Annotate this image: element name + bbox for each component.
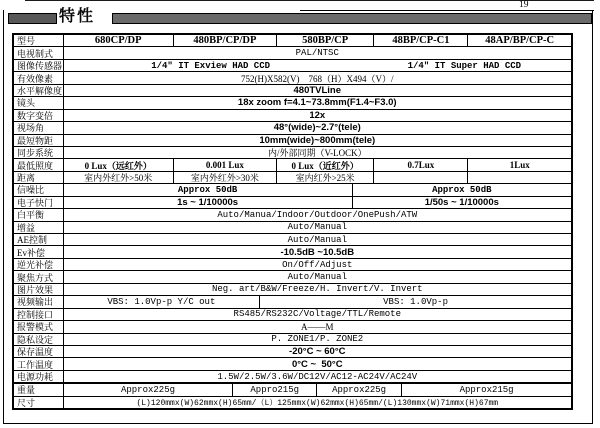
spec-cell: 室内外红外>30米 xyxy=(174,172,277,183)
spec-cell: Approx215g xyxy=(459,384,514,395)
spec-cell: RS485/RS232C/Voltage/TTL/Remote xyxy=(233,309,401,320)
spec-cell: 1Lux xyxy=(509,160,530,171)
spec-cell: 480BP/CP/DP xyxy=(174,35,277,46)
spec-cell: 1/4" IT Super HAD CCD xyxy=(407,60,522,71)
spec-cell: PAL/NTSC xyxy=(295,48,339,59)
spec-cell: 1/4" IT Exview HAD CCD xyxy=(151,60,271,71)
spec-row-label: 距离 xyxy=(14,172,64,183)
spec-cell xyxy=(374,172,468,183)
spec-cell: A——M xyxy=(301,321,334,332)
spec-row-label: 型号 xyxy=(14,35,64,46)
spec-cell: 0.001 Lux xyxy=(174,159,277,170)
spec-cell: Auto/Manual xyxy=(287,222,347,233)
spec-cell: Appro215g xyxy=(233,384,317,395)
spec-cell: Approx225g xyxy=(64,384,234,395)
spec-row-label: 图像传感器 xyxy=(14,60,64,71)
spec-cell: 680CP/DP xyxy=(64,35,174,46)
spec-cell: 580BP/CP xyxy=(277,35,374,46)
spec-cell: 18x zoom f=4.1~73.8mm(F1.4~F3.0) xyxy=(237,97,397,109)
spec-row-label: 白平衡 xyxy=(14,209,64,220)
spec-cell: 480TVLine xyxy=(293,84,342,96)
spec-cell: 0 Lux（近红外） xyxy=(277,159,374,170)
spec-row xyxy=(14,259,571,271)
spec-row xyxy=(14,309,571,321)
title-bar-left xyxy=(8,13,57,24)
spec-row-label: 电视制式 xyxy=(14,47,64,58)
spec-row xyxy=(14,296,571,308)
spec-row xyxy=(14,135,571,147)
spec-row xyxy=(14,97,571,109)
spec-row-label: 数字变倍 xyxy=(14,110,64,121)
spec-cell: 1s ~ 1/10000s xyxy=(64,197,353,208)
spec-row-label: 最低照度 xyxy=(14,159,64,170)
spec-row-label: 图片效果 xyxy=(14,284,64,295)
spec-row xyxy=(14,358,571,370)
spec-cell: Approx 50dB xyxy=(432,184,492,195)
spec-row xyxy=(14,246,571,258)
spec-cell: 0 Lux（远红外） xyxy=(64,159,174,170)
spec-row-label: 信噪比 xyxy=(14,184,64,195)
spec-row-label: 逆光补偿 xyxy=(14,259,64,270)
spec-row-label: 保存温度 xyxy=(14,346,64,357)
spec-cell: Auto/Manual xyxy=(287,234,347,245)
spec-cell: 0.7Lux xyxy=(374,159,468,170)
spec-row-label: Ev补偿 xyxy=(14,246,64,257)
spec-cell: VBS: 1.0Vp-p Y/C out xyxy=(64,296,261,307)
spec-cell: 内/外部同期（V-LOCK） xyxy=(267,148,367,159)
spec-row-label: 控制接口 xyxy=(14,309,64,320)
spec-row xyxy=(14,72,571,84)
spec-row-label: 水平解像度 xyxy=(14,85,64,96)
page-number: 19 xyxy=(519,0,529,10)
spec-table xyxy=(12,33,573,410)
spec-cell: 48°(wide)~2.7°(tele) xyxy=(273,122,361,134)
spec-row-label: 视频输出 xyxy=(14,296,64,307)
spec-row xyxy=(14,321,571,333)
spec-row xyxy=(14,383,571,396)
spec-cell: 752(H)X582(V) 768（H）X494（V）/ xyxy=(241,73,394,84)
spec-row-label: 增益 xyxy=(14,222,64,233)
spec-row-label: 电子快门 xyxy=(14,197,64,208)
spec-row-label: 工作温度 xyxy=(14,358,64,369)
spec-cell: -20°C ~ 60°C xyxy=(289,346,346,358)
spec-row-label: 有效像素 xyxy=(14,72,64,83)
spec-cell: 48AP/BP/CP-C xyxy=(485,35,555,47)
spec-cell: On/Off/Adjust xyxy=(282,259,353,270)
spec-row-label: 电源功耗 xyxy=(14,371,64,382)
page-top-rule xyxy=(25,0,594,1)
spec-row xyxy=(14,60,571,72)
spec-cell: VBS: 1.0Vp-p xyxy=(383,296,448,307)
spec-row xyxy=(14,371,571,383)
spec-row-label: 最短物距 xyxy=(14,135,64,146)
spec-row xyxy=(14,334,571,346)
spec-cell: 室内红外>25米 xyxy=(277,172,374,183)
spec-row-label: 同步系统 xyxy=(14,147,64,158)
spec-row xyxy=(14,47,571,59)
spec-row xyxy=(14,271,571,283)
spec-row-label: 重量 xyxy=(14,384,64,395)
spec-row xyxy=(14,397,571,408)
spec-cell: Auto/Manua/Indoor/Outdoor/OnePush/ATW xyxy=(217,209,418,220)
spec-cell: 0°C ~ 50°C xyxy=(291,358,343,370)
spec-cell: P. ZONE1/P. ZONE2 xyxy=(271,334,364,345)
spec-cell: Approx225g xyxy=(317,384,402,395)
spec-row-label: 报警模式 xyxy=(14,321,64,332)
spec-row xyxy=(14,346,571,358)
spec-cell: Approx 50dB xyxy=(64,184,353,195)
spec-row xyxy=(14,122,571,134)
spec-row xyxy=(14,110,571,122)
spec-row-label: 聚焦方式 xyxy=(14,271,64,282)
title-bar-right xyxy=(112,13,592,24)
spec-row xyxy=(14,184,571,196)
spec-cell xyxy=(468,172,570,183)
spec-row-label: AE控制 xyxy=(14,234,64,245)
spec-row xyxy=(14,284,571,296)
spec-cell: 48BP/CP-C1 xyxy=(374,35,468,46)
spec-cell: (L)120mmx(W)62mmx(H)65mm/（L）125mmx(W)62mmx(H)65mm/(L)130mmx(W)71mmx(H)67mm xyxy=(136,398,499,408)
spec-row-label: 尺寸 xyxy=(14,397,64,408)
spec-row xyxy=(14,85,571,97)
spec-cell: 10mm(wide)~800mm(tele) xyxy=(259,134,376,146)
spec-row xyxy=(14,159,571,171)
spec-row xyxy=(14,222,571,234)
spec-cell: 12x xyxy=(309,109,326,121)
spec-cell: -10.5dB ~10.5dB xyxy=(280,246,355,258)
spec-row xyxy=(14,172,571,184)
spec-row-label: 镜头 xyxy=(14,97,64,108)
spec-row-label: 视场角 xyxy=(14,122,64,133)
spec-cell: 室内外红外>50米 xyxy=(64,172,174,183)
spec-cell: Auto/Manual xyxy=(287,272,347,283)
spec-row xyxy=(14,234,571,246)
spec-cell: 1/50s ~ 1/10000s xyxy=(424,196,499,208)
spec-cell: Neg. art/B&W/Freeze/H. Invert/V. Invert xyxy=(211,284,423,295)
spec-row xyxy=(14,209,571,221)
spec-cell: 1.5W/2.5W/3.6W/DC12V/AC12-AC24V/AC24V xyxy=(217,371,418,382)
spec-row xyxy=(14,147,571,159)
spec-row-label: 隐私设定 xyxy=(14,334,64,345)
section-title: 特性 xyxy=(59,8,96,25)
spec-row xyxy=(14,35,571,47)
spec-row xyxy=(14,197,571,209)
